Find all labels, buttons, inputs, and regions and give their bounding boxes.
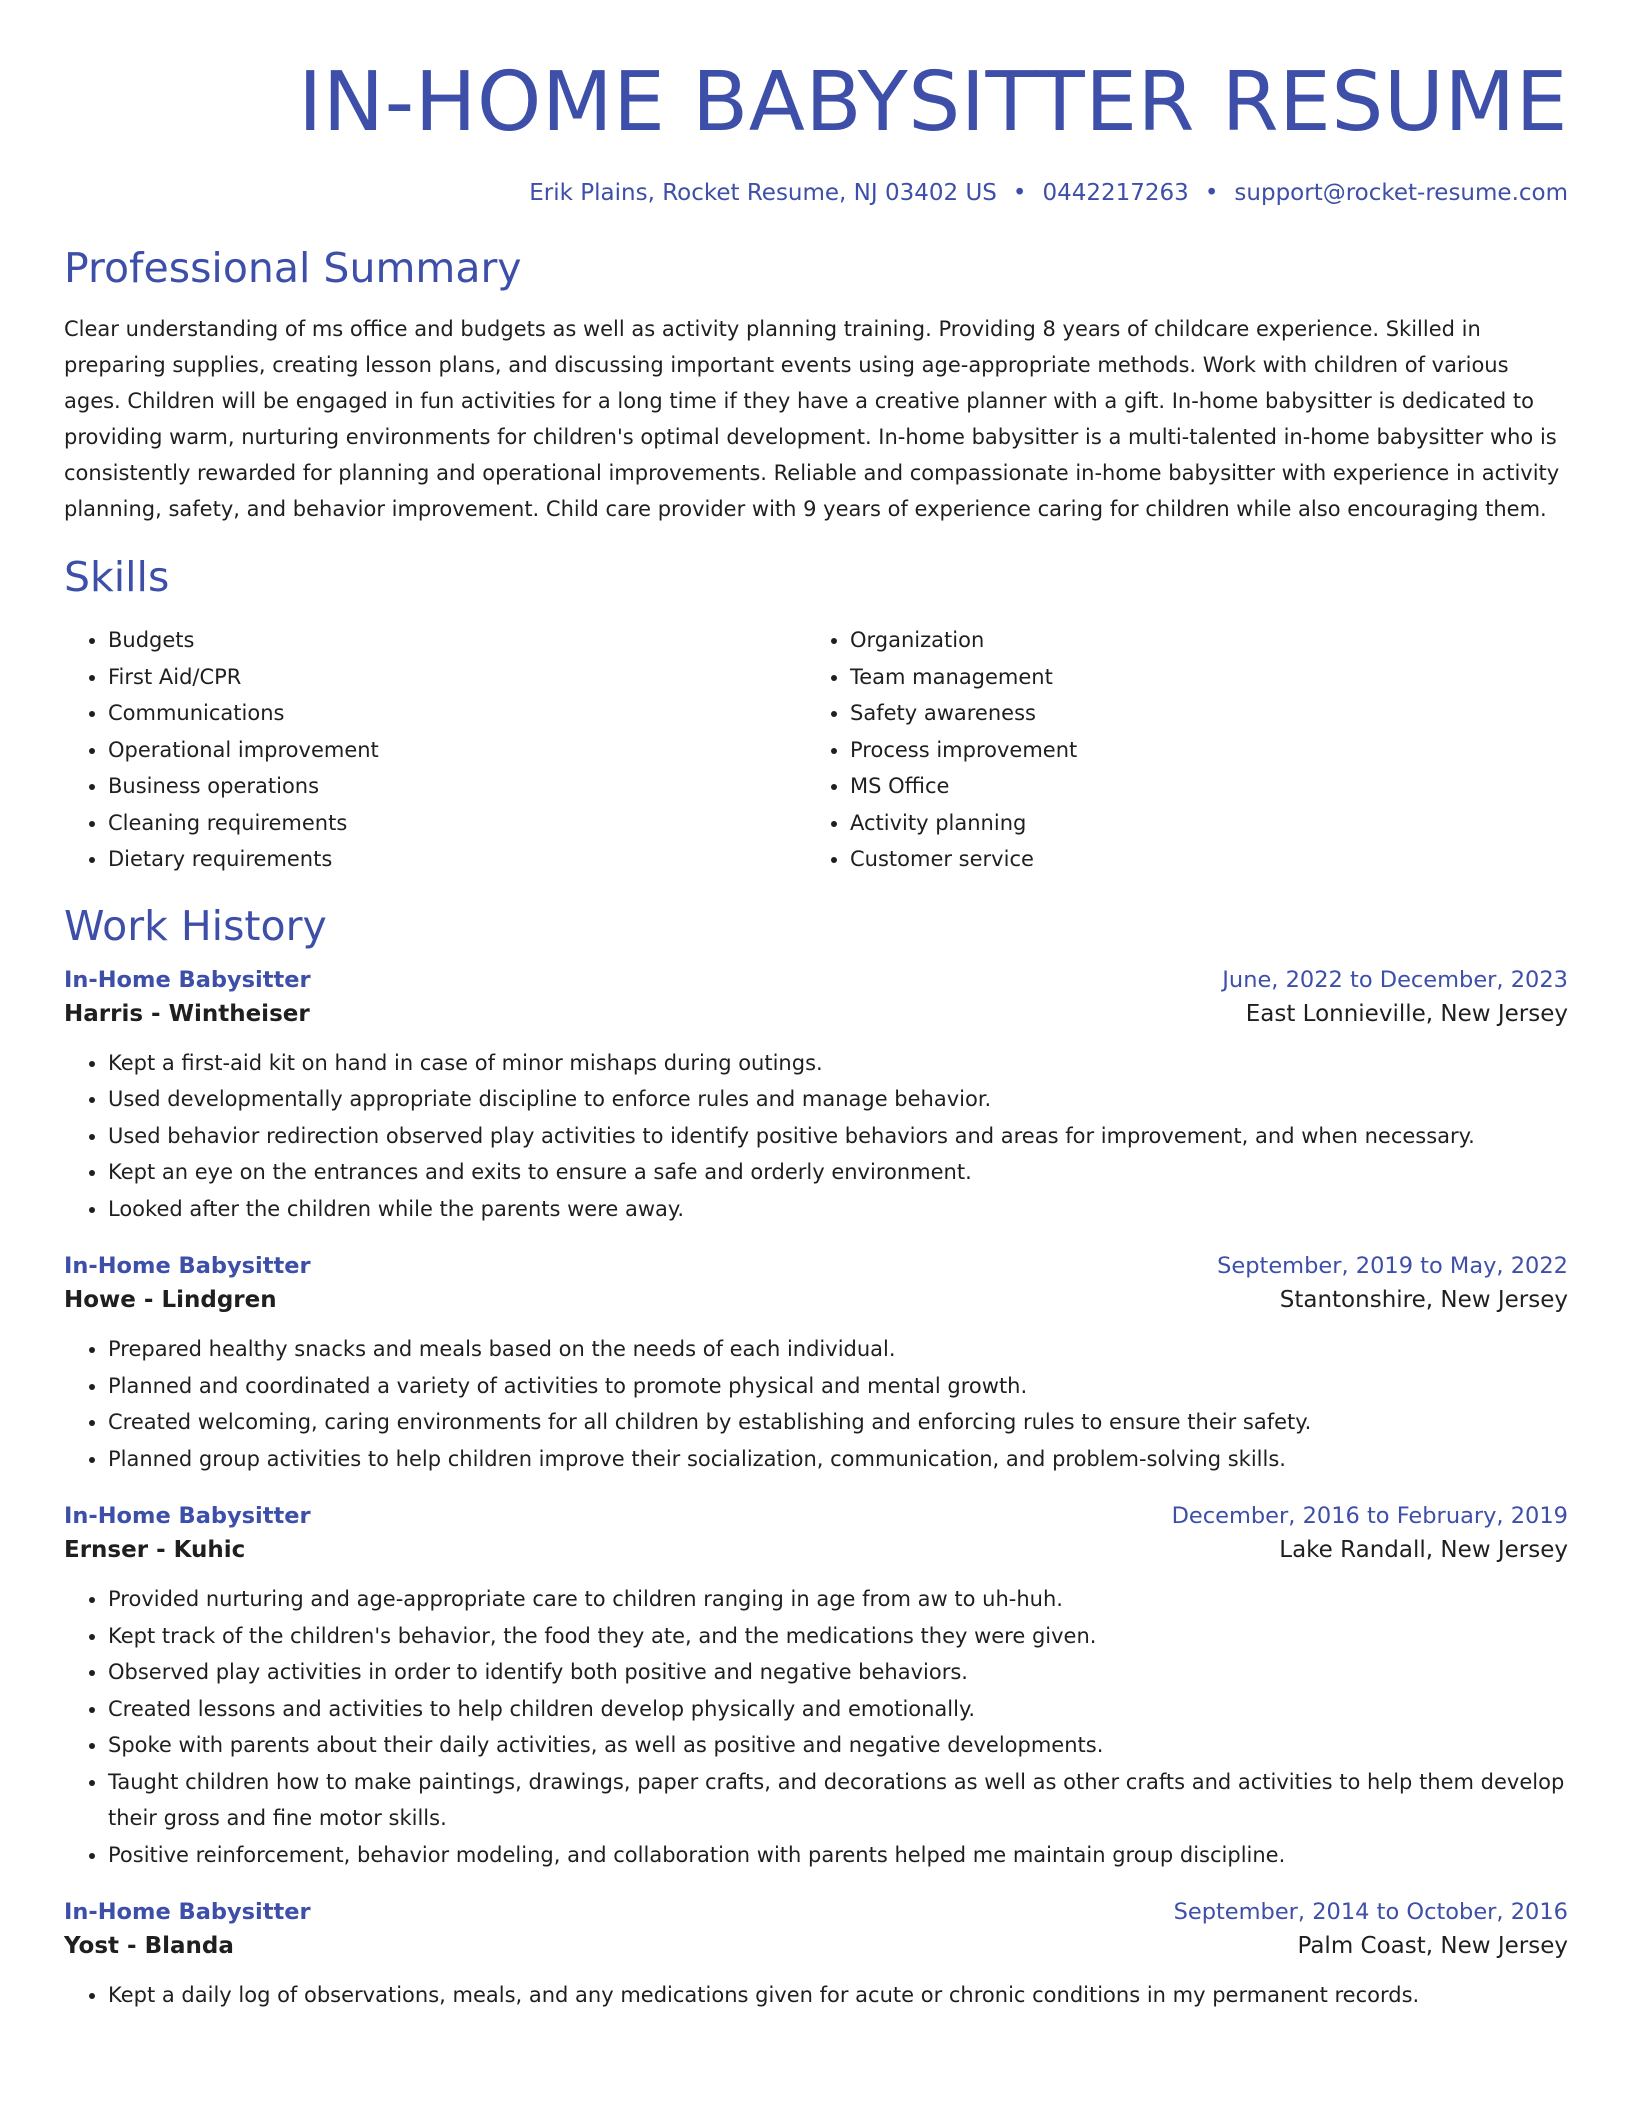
- job-bullet: • Kept a first-aid kit on hand in case of minor mishaps during outings.: [108, 1045, 1568, 1082]
- skill-item: • Team management: [850, 659, 1548, 696]
- resume-page: [64, 0, 1568, 2014]
- job-dates: December, 2016 to February, 2019: [1171, 1503, 1568, 1530]
- job-bullets: [64, 1977, 1568, 2014]
- job-bullet: • Positive reinforcement, behavior modeling, and collaboration with parents helped me maintain group discipline.: [108, 1837, 1568, 1874]
- skill-item: • Organization: [850, 622, 1548, 659]
- job-bullet: • Created lessons and activities to help children develop physically and emotionally.: [108, 1691, 1568, 1728]
- summary-heading: Professional Summary: [64, 244, 522, 292]
- contact-separator: •: [1204, 180, 1219, 206]
- summary-text: Clear understanding of ms office and budgets as well as activity planning training. Providing 8 years of childcare experience. Skilled in preparing supplies, creating lesson plans, and discussing important events using age-appropriate methods. Work with children of various ages. Children will be engaged in fun activities for a long time if they have a creative planner with a gift. In-home babysitter is dedicated to providing warm, nurturing environments for children's optimal development. In-home babysitter is a multi-talented in-home babysitter who is consistently rewarded for planning and operational improvements. Reliable and compassionate in-home babysitter with experience in activity planning, safety, and behavior improvement. Child care provider with 9 years of experience caring for children while also encouraging them.: [64, 317, 1560, 522]
- job-bullet: • Spoke with parents about their daily activities, as well as positive and negative developments.: [108, 1727, 1568, 1764]
- skill-item: • Safety awareness: [850, 695, 1548, 732]
- job-bullets: [64, 1581, 1568, 1873]
- job-bullets: [64, 1331, 1568, 1477]
- job-dates: September, 2014 to October, 2016: [1173, 1899, 1568, 1926]
- job-location: East Lonnieville, New Jersey: [1245, 1000, 1568, 1027]
- skill-item: • Business operations: [108, 768, 806, 805]
- skill-item: • First Aid/CPR: [108, 659, 806, 696]
- contact-phone: 0442217263: [1042, 180, 1189, 206]
- contact-separator: •: [1012, 180, 1027, 206]
- job-bullet: • Looked after the children while the parents were away.: [108, 1191, 1568, 1228]
- job-dates: June, 2022 to December, 2023: [1222, 966, 1568, 993]
- job-bullet: • Created welcoming, caring environments for all children by establishing and enforcing rules to ensure their safety.: [108, 1404, 1568, 1441]
- contact-email: support@rocket-resume.com: [1234, 180, 1568, 206]
- skill-item: • MS Office: [850, 768, 1548, 805]
- skills-heading: Skills: [64, 553, 170, 602]
- job-entry: [64, 967, 1568, 1228]
- job-title: In-Home Babysitter: [64, 1899, 311, 1926]
- job-bullet: • Planned and coordinated a variety of activities to promote physical and mental growth.: [108, 1368, 1568, 1405]
- job-company: Yost - Blanda: [64, 1933, 234, 1960]
- job-bullet: • Prepared healthy snacks and meals based on the needs of each individual.: [108, 1331, 1568, 1368]
- skills-right-column: [806, 622, 1548, 878]
- work-history-heading: Work History: [64, 901, 327, 950]
- job-title: In-Home Babysitter: [64, 1253, 311, 1280]
- skill-item: • Customer service: [850, 841, 1548, 878]
- skill-item: • Activity planning: [850, 805, 1548, 842]
- skills-list: [64, 622, 1568, 878]
- job-location: Lake Randall, New Jersey: [1279, 1537, 1568, 1564]
- job-bullet: • Planned group activities to help children improve their socialization, communication, and problem-solving skills.: [108, 1441, 1568, 1478]
- job-title: In-Home Babysitter: [64, 1503, 311, 1530]
- skill-item: • Communications: [108, 695, 806, 732]
- job-bullet: • Kept a daily log of observations, meals, and any medications given for acute or chronic conditions in my permanent records.: [108, 1977, 1568, 2014]
- job-title: In-Home Babysitter: [64, 966, 311, 993]
- job-bullet: • Kept track of the children's behavior, the food they ate, and the medications they were given.: [108, 1618, 1568, 1655]
- job-location: Palm Coast, New Jersey: [1297, 1933, 1568, 1960]
- job-bullet: • Used behavior redirection observed play activities to identify positive behaviors and areas for improvement, and when necessary.: [108, 1118, 1568, 1155]
- job-entry: [64, 1899, 1568, 2014]
- skill-item: • Dietary requirements: [108, 841, 806, 878]
- skills-left-column: [64, 622, 806, 878]
- skill-item: • Budgets: [108, 622, 806, 659]
- job-bullet: • Provided nurturing and age-appropriate care to children ranging in age from aw to uh-huh.: [108, 1581, 1568, 1618]
- job-entry: [64, 1503, 1568, 1873]
- contact-address: Erik Plains, Rocket Resume, NJ 03402 US: [529, 180, 997, 206]
- job-location: Stantonshire, New Jersey: [1279, 1287, 1568, 1314]
- skill-item: • Operational improvement: [108, 732, 806, 769]
- job-bullet: • Taught children how to make paintings, drawings, paper crafts, and decorations as well as other crafts and activities to help them develop their gross and fine motor skills.: [108, 1764, 1568, 1837]
- skill-item: • Cleaning requirements: [108, 805, 806, 842]
- resume-title: IN-HOME BABYSITTER RESUME: [298, 55, 1568, 150]
- job-bullet: • Observed play activities in order to identify both positive and negative behaviors.: [108, 1654, 1568, 1691]
- job-company: Ernser - Kuhic: [64, 1537, 246, 1564]
- job-bullet: • Used developmentally appropriate discipline to enforce rules and manage behavior.: [108, 1081, 1568, 1118]
- job-bullets: [64, 1045, 1568, 1228]
- job-company: Harris - Wintheiser: [64, 1000, 310, 1027]
- contact-line: [64, 180, 1568, 206]
- job-company: Howe - Lindgren: [64, 1287, 277, 1314]
- skill-item: • Process improvement: [850, 732, 1548, 769]
- job-dates: September, 2019 to May, 2022: [1217, 1253, 1568, 1280]
- job-bullet: • Kept an eye on the entrances and exits to ensure a safe and orderly environment.: [108, 1154, 1568, 1191]
- job-entry: [64, 1253, 1568, 1477]
